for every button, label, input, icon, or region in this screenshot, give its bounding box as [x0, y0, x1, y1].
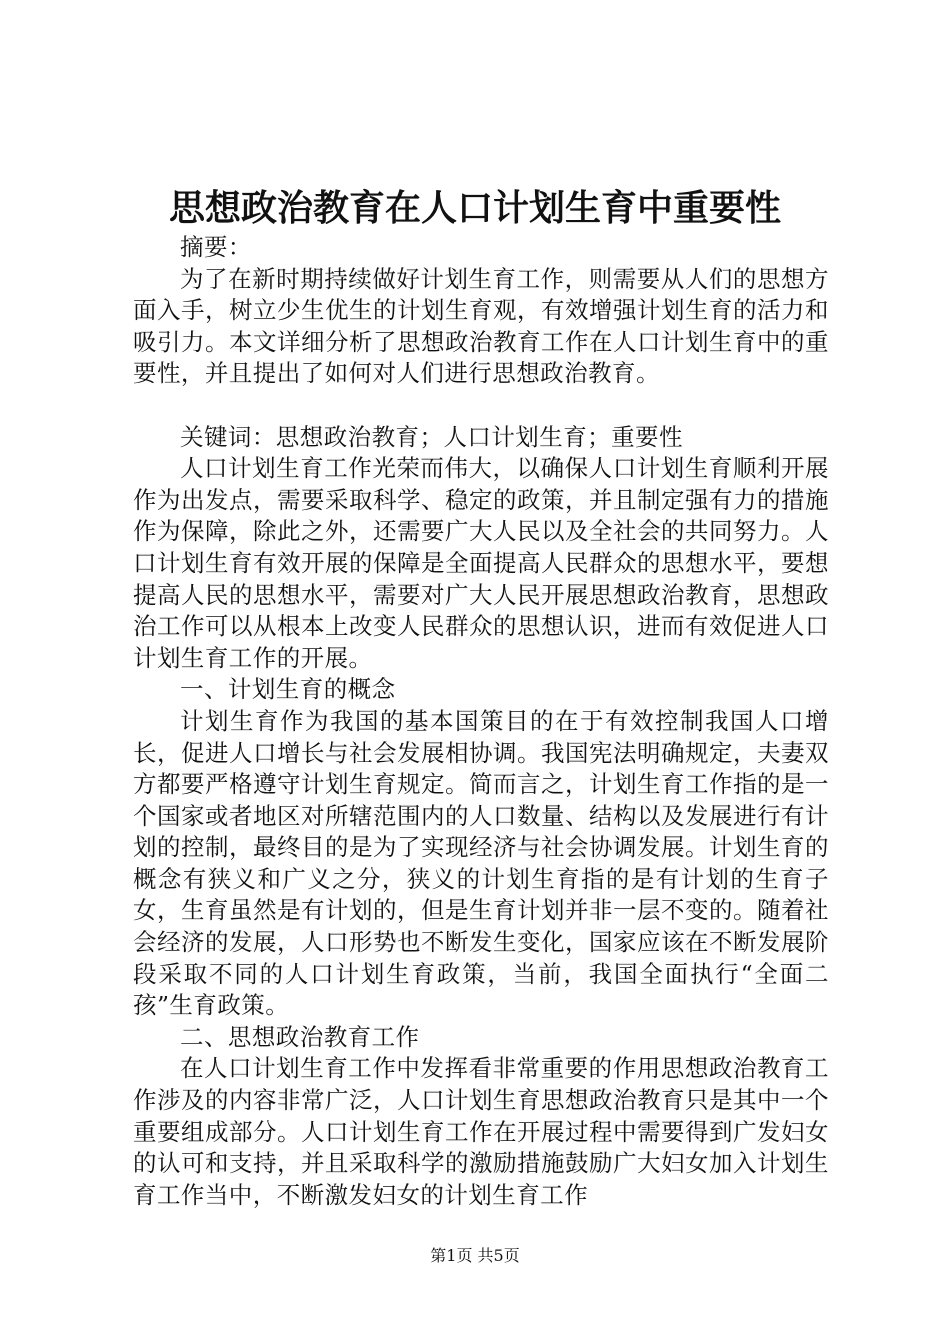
document-body — [133, 232, 829, 1211]
keywords-line: 关键词：思想政治教育；人口计划生育；重要性 — [180, 422, 683, 451]
section-heading: 二、思想政治教育工作 — [180, 1022, 420, 1051]
body-paragraph: 计划生育作为我国的基本国策目的在于有效控制我国人口增长，促进人口增长与社会发展相协调。我国宪法明确规定，夫妻双方都要严格遵守计划生育规定。简而言之，计划生育工作指的是一个国家或者地区对所辖范围内的人口数量、结构以及发展进行有计划的控制，最终目的是为了实现经济与社会协调发展。计划生育的概念有狭义和广义之分，狭义的计划生育指的是有计划的生育子女，生育虽然是有计划的，但是生育计划并非一层不变的。随着社会经济的发展，人口形势也不断发生变化，国家应该在不断发展阶段采取不同的人口计划生育政策，当前，我国全面执行“全面二孩”生育政策。 — [133, 706, 829, 1020]
abstract-paragraph: 为了在新时期持续做好计划生育工作，则需要从人们的思想方面入手，树立少生优生的计划生育观，有效增强计划生育的活力和吸引力。本文详细分析了思想政治教育工作在人口计划生育中的重要性，并且提出了如何对人们进行思想政治教育。 — [133, 264, 829, 388]
body-paragraph: 在人口计划生育工作中发挥看非常重要的作用思想政治教育工作涉及的内容非常广泛，人口计划生育思想政治教育只是其中一个重要组成部分。人口计划生育工作在开展过程中需要得到广发妇女的认可和支持，并且采取科学的激励措施鼓励广大妇女加入计划生育工作当中，不断激发妇女的计划生育工作 — [133, 1054, 829, 1209]
body-paragraph: 人口计划生育工作光荣而伟大，以确保人口计划生育顺利开展作为出发点，需要采取科学、稳定的政策，并且制定强有力的措施作为保障，除此之外，还需要广大人民以及全社会的共同努力。人口计划生育有效开展的保障是全面提高人民群众的思想水平，要想提高人民的思想水平，需要对广大人民开展思想政治教育，思想政治工作可以从根本上改变人民群众的思想认识，进而有效促进人口计划生育工作的开展。 — [133, 454, 829, 672]
abstract-heading: 摘要： — [180, 233, 252, 261]
document-title: 思想政治教育在人口计划生育中重要性 — [168, 187, 781, 229]
section-heading: 一、计划生育的概念 — [180, 675, 396, 704]
page-footer: 第1页 共5页 — [430, 1246, 520, 1265]
